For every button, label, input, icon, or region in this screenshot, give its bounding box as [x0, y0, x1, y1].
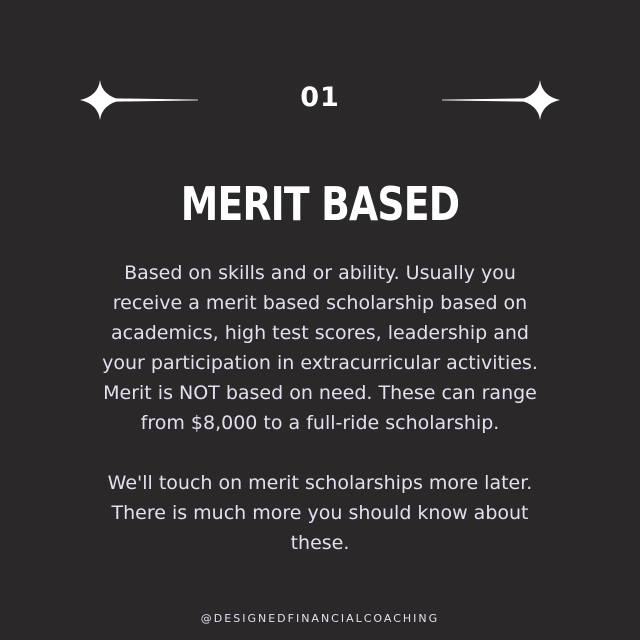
slide-body — [90, 258, 550, 558]
slide-title: MERIT BASED — [180, 177, 460, 231]
social-handle: @DESIGNEDFINANCIALCOACHING — [200, 612, 440, 625]
body-paragraph: Based on skills and or ability. Usually you receive a merit based scholarship based on academics, high test scores, leadership and your participation in extracurricular activities. Merit is NOT based on need. These can range from $8,000 to a full-ride scholarship. — [102, 262, 538, 434]
sparkle-icon — [440, 79, 564, 121]
slide-number: 01 — [300, 82, 340, 113]
body-paragraph: We'll touch on merit scholarships more later. There is much more you should know about these. — [107, 472, 533, 554]
